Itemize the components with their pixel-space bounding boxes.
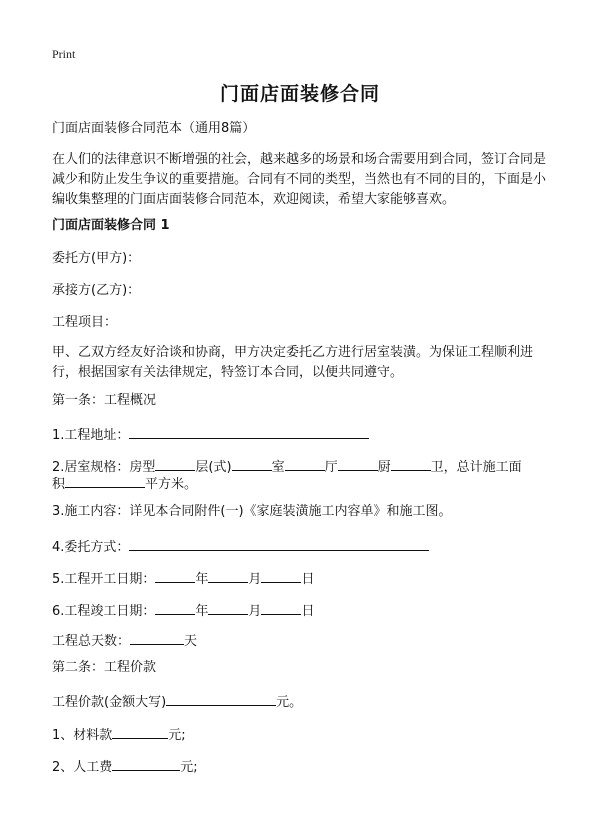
address-row xyxy=(52,423,552,446)
address-blank xyxy=(129,423,369,439)
total-days-blank xyxy=(130,629,184,645)
total-days-label: 工程总天数： xyxy=(52,634,131,649)
price-row xyxy=(52,690,552,713)
labor-blank xyxy=(112,755,180,771)
blank xyxy=(155,455,195,471)
total-days-row xyxy=(52,629,552,652)
price-label: 工程价款(金额大写) xyxy=(52,695,167,710)
area-label: 积 xyxy=(52,477,66,492)
document-subtitle: 门面店面装修合同范本（通用8篇） xyxy=(52,121,256,136)
preamble-paragraph: 甲、乙双方经友好洽谈和协商，甲方决定委托乙方进行居室装潢。为保证工程顺利进行，根据国家有关法律规定，特签订本合同，以便共同遵守。 xyxy=(52,345,534,380)
year-label: 年 xyxy=(195,604,209,619)
address-label: 1.工程地址： xyxy=(52,428,130,443)
hall-label: 厅 xyxy=(324,460,338,475)
area-blank xyxy=(65,472,145,488)
month-label: 月 xyxy=(248,572,262,587)
entrust-method-blank xyxy=(129,535,429,551)
blank xyxy=(155,567,195,583)
blank xyxy=(261,599,301,615)
blank xyxy=(261,567,301,583)
material-unit: 元; xyxy=(168,728,186,743)
blank xyxy=(232,455,272,471)
blank xyxy=(155,599,195,615)
page-title: 门面店面装修合同 xyxy=(219,83,380,105)
labor-label: 2、人工费 xyxy=(52,760,113,775)
start-date-label: 5.工程开工日期： xyxy=(52,572,156,587)
construction-content: 3.施工内容：详见本合同附件(一)《家庭装潢施工内容单》和施工图。 xyxy=(52,504,452,519)
blank xyxy=(338,455,378,471)
end-date-row xyxy=(52,599,552,622)
blank xyxy=(391,455,431,471)
area-row xyxy=(52,472,552,495)
area-unit: 平方米。 xyxy=(145,477,198,492)
day-label: 日 xyxy=(301,572,315,587)
project-label: 工程项目： xyxy=(52,315,118,330)
material-label: 1、材料款 xyxy=(52,728,113,743)
material-row xyxy=(52,723,552,746)
entrust-method-row xyxy=(52,535,552,558)
article-2-heading: 第二条：工程价款 xyxy=(52,660,157,675)
intro-paragraph: 在人们的法律意识不断增强的社会，越来越多的场景和场合需要用到合同，签订合同是减少和防止发生争议的重要措施。合同有不同的类型，当然也有不同的目的，下面是小编收集整理的门面店面装修合同范本，欢迎阅读，希望大家能够喜欢。 xyxy=(52,152,547,207)
labor-unit: 元; xyxy=(180,760,198,775)
floor-label: 层(式) xyxy=(195,460,232,475)
kitchen-label: 厨 xyxy=(377,460,391,475)
day-label: 日 xyxy=(301,604,315,619)
year-label: 年 xyxy=(195,572,209,587)
client-party-label: 委托方(甲方)： xyxy=(52,251,141,266)
room-spec-label: 2.居室规格：房型 xyxy=(52,460,156,475)
labor-row xyxy=(52,755,552,778)
blank xyxy=(208,567,248,583)
contractor-party-label: 承接方(乙方)： xyxy=(52,283,141,298)
month-label: 月 xyxy=(248,604,262,619)
entrust-method-label: 4.委托方式： xyxy=(52,540,130,555)
price-unit: 元。 xyxy=(276,695,303,710)
price-blank xyxy=(166,690,276,706)
room-label: 室 xyxy=(271,460,285,475)
blank xyxy=(208,599,248,615)
start-date-row xyxy=(52,567,552,590)
end-date-label: 6.工程竣工日期： xyxy=(52,604,156,619)
print-link[interactable]: Print xyxy=(52,47,76,61)
bath-label: 卫，总计施工面 xyxy=(430,460,522,475)
blank xyxy=(285,455,325,471)
material-blank xyxy=(112,723,168,739)
article-1-heading: 第一条：工程概况 xyxy=(52,393,157,408)
days-unit: 天 xyxy=(184,634,198,649)
section-heading: 门面店面装修合同 1 xyxy=(52,218,170,233)
